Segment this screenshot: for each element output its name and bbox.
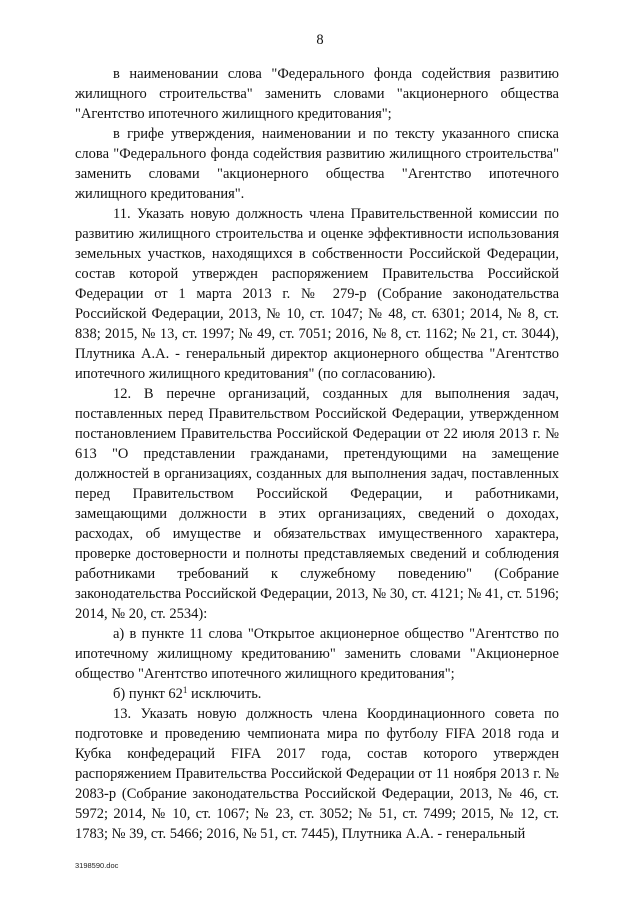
paragraph-rename-stamp: в грифе утверждения, наименовании и по тексту указанного списка слова "Федерального фонда содействия развитию жилищного строительства" заменить словами "акционерного общества "Агентство ипотечного жилищного кредитования".	[75, 126, 559, 202]
item-b-text: б) пункт 62	[113, 686, 183, 702]
paragraph-item-12a: а) в пункте 11 слова "Открытое акционерное общество "Агентство по ипотечному жилищному кредитованию" заменить словами "Акционерное общество "Агентство ипотечного жилищного кредитования";	[75, 626, 559, 682]
paragraph-rename-title: в наименовании слова "Федерального фонда содействия развитию жилищного строительства" заменить словами "акционерного общества "Агентство ипотечного жилищного кредитования";	[75, 66, 559, 122]
paragraph-item-12: 12. В перечне организаций, созданных для выполнения задач, поставленных перед Правительством Российской Федерации, утвержденном постановлением Правительства Российской Федерации от 22 июля 2013 г. № 613 "О представлении гражданами, претендующими на замещение должностей в организациях, созданных для выполнения задач, поставленных перед Правительством Российской Федерации, и работниками, замещающими должности в этих организациях, сведений о доходах, расходах, об имуществе и обязательствах имущественного характера, проверке достоверности и полноты представляемых сведений и соблюдения работниками требований к служебному поведению" (Собрание законодательства Российской Федерации, 2013, № 30, ст. 4121; № 41, ст. 5196; 2014, № 20, ст. 2534):	[75, 386, 559, 622]
paragraph-item-11: 11. Указать новую должность члена Правительственной комиссии по развитию жилищного строительства и оценке эффективности использования земельных участков, находящихся в собственности Российской Федерации, состав которой утвержден распоряжением Правительства Российской Федерации от 1 марта 2013 г. № 279-р (Собрание законодательства Российской Федерации, 2013, № 10, ст. 1047; № 48, ст. 6301; 2014, № 8, ст. 838; 2015, № 13, ст. 1997; № 49, ст. 7051; 2016, № 8, ст. 1162; № 21, ст. 3044), Плутника А.А. - генеральный директор акционерного общества "Агентство ипотечного жилищного кредитования" (по согласованию).	[75, 206, 559, 382]
item-b-superscript: 1	[182, 685, 188, 695]
document-body	[75, 64, 559, 844]
footer-document-code: 3198590.doc	[75, 861, 119, 870]
item-b-action: исключить.	[187, 686, 262, 702]
paragraph-item-13: 13. Указать новую должность члена Координационного совета по подготовке и проведению чемпионата мира по футболу FIFA 2018 года и Кубка конфедераций FIFA 2017 года, состав которого утвержден распоряжением Правительства Российской Федерации от 11 ноября 2013 г. № 2083-р (Собрание законодательства Российской Федерации, 2013, № 46, ст. 5972; 2014, № 10, ст. 1067; № 23, ст. 3052; № 51, ст. 7499; 2015, № 12, ст. 1783; № 39, ст. 5466; 2016, № 51, ст. 7445), Плутника А.А. - генеральный	[75, 706, 559, 842]
paragraph-item-12b	[75, 684, 559, 704]
page-number: 8	[316, 32, 324, 48]
